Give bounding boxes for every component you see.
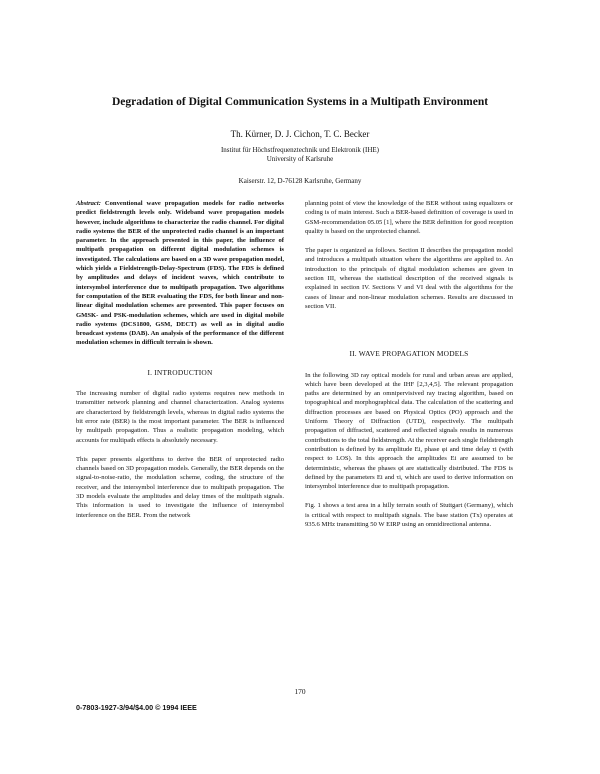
author-list: Th. Kürner, D. J. Cichon, T. C. Becker (230, 129, 370, 139)
left-column (76, 199, 284, 530)
abstract-text: Conventional wave propagation models for radio networks predict fieldstrength levels only. Wideband wave propagation models however, include algorithms to characterize the radio channel. For digital radio systems the BER of the unprotected radio channel is an important parameter. In the approach presented in this paper, the influence of multipath propagation on different digital modulation schemes is investigated. The calculations are based on a 3D wave propagation model, which yields a Fieldstrength-Delay-Spectrum (FDS). The FDS is defined by amplitudes and delays of incident waves, which contribute to intersymbol interference due to multipath propagation. Two algorithms for computation of the BER evaluating the FDS, for both linear and non-linear digital modulation schemes are presented. This paper focuses on GMSK- and PSK-modulation schemes, which are used in digital mobile radio systems (DCS1800, GSM, DECT) as well as in digital audio broadcast systems (DAB). An analysis of the performance of the different modulation schemes in difficult terrain is shown. (76, 200, 284, 347)
intro-continued-paragraph: planning point of view the knowledge of the BER without using equalizers or coding is of main interest. Such a BER-based definition of coverage is used in GSM-recommendation 05.05 [1], where the BER definition for good reception quality is based on the unprotected channel. (305, 200, 513, 235)
abstract-label: Abstract: (76, 200, 101, 207)
section-heading-wave-propagation: II. WAVE PROPAGATION MODELS (349, 349, 469, 359)
page-number: 170 (294, 687, 306, 696)
university-name: University of Karlsruhe (266, 155, 334, 163)
affiliation-block (0, 146, 600, 186)
paper-organization-paragraph: The paper is organized as follows. Section II describes the propagation model and introduces a multipath situation where the algorithms are applied to. An introduction to the principals of digital modulation schemes are given in section III, whereas the statistical description of the received signals is explained in section IV. Sections V and VI deal with the algorithms for the cases of linear and non-linear modulation schemes. Results are discussed in section VII. (305, 247, 513, 310)
wave-models-paragraph-1: In the following 3D ray optical models for rural and urban areas are applied, which have been developed at the IHF [2,3,4,5]. The relevant propagation paths are determined by an omnipervisived ray tracing algorithm, based on topographical and morphographical data. The calculation of the scattering and diffraction processes are based on Physical Optics (PO) approach and the Uniform Theory of Diffraction (UTD), respectively. The multipath propagation of diffracted, scattered and reflected signals results in numerous contributions to the total fieldstrength. At the receiver each single fieldstrength contribution is defined by its amplitude Ei, phase φi and time delay τi (with respect to LOS). In this approach the amplitudes Ei are assumed to be deterministic, whereas the phases φi are statistically distributed. The FDS is defined by the parameters Ei and τi, which are used to derive information on intersymbol interference due to multipath propagation. (305, 371, 513, 491)
postal-address: Kaiserstr. 12, D-76128 Karlsruhe, Germany (238, 177, 362, 185)
intro-paragraph-1: The increasing number of digital radio systems requires new methods in transmitter network planning and channel characterization. Analog systems are characterized by fieldstrength levels, whereas in digital radio systems the bit error rate (BER) is the most important parameter. The BER is influenced by multipath propagation. Thus a realistic propagation modeling, which accounts for multipath effects is absolutely necessary. (76, 390, 284, 444)
paper-title: Degradation of Digital Communication Systems in a Multipath Environment (111, 96, 489, 108)
wave-models-paragraph-2: Fig. 1 shows a test area in a hilly terrain south of Stuttgart (Germany), which is critical with respect to multipath signals. The base station (Tx) operates at 935.6 MHz transmitting 50 W EIRP using an omnidirectional antenna. (305, 502, 513, 529)
right-column (305, 199, 513, 539)
section-heading-introduction: I. INTRODUCTION (147, 367, 213, 377)
abstract-paragraph (76, 199, 284, 348)
institute-name: Institut für Höchstfrequenztechnik und Elektronik (IHE) (220, 146, 380, 154)
copyright-notice: 0-7803-1927-3/94/$4.00 © 1994 IEEE (76, 703, 197, 712)
intro-paragraph-2: This paper presents algorithms to derive the BER of unprotected radio channels based on 3D propagation models. Generally, the BER depends on the signal-to-noise-ratio, the modulation scheme, coding, the structure of the receiver, and the intersymbol interference due to multipath propagation. The 3D models evaluate the amplitudes and delay times of the multipath signals. This information is used to investigate the influence of intersymbol interference on the BER. From the network (76, 455, 284, 519)
